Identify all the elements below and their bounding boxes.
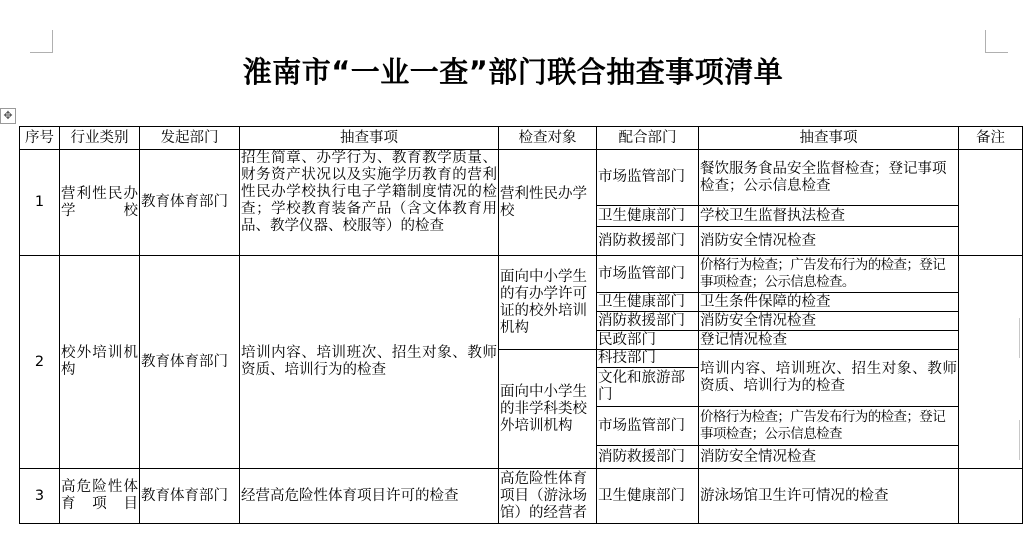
- header-remarks: 备注: [959, 127, 1023, 150]
- cooperating-dept-cell: 文化和旅游部门: [597, 368, 699, 407]
- table-row: [20, 256, 1023, 293]
- remarks-cell: [959, 150, 1023, 256]
- cooperating-item-cell: 消防安全情况检查: [699, 227, 959, 256]
- initiating-dept-cell: 教育体育部门: [140, 469, 240, 524]
- inspection-items-cell: 招生简章、办学行为、教育教学质量、财务资产状况以及实施学历教育的营利性民办学校执行电子学籍制度情况的检查；学校教育装备产品（含文体教育用品、教学仪器、校服等）的检查: [240, 150, 499, 256]
- cooperating-dept-cell: 市场监管部门: [597, 407, 699, 446]
- industry-cell: 营利性民办学校: [60, 150, 140, 256]
- industry-cell: 校外培训机构: [60, 256, 140, 469]
- cooperating-dept-cell: 消防救援部门: [597, 312, 699, 331]
- inspection-object-cell: 面向中小学生的非学科类校外培训机构: [499, 350, 597, 469]
- header-no: 序号: [20, 127, 60, 150]
- cooperating-dept-cell: 消防救援部门: [597, 227, 699, 256]
- row-number: 2: [20, 256, 60, 469]
- cooperating-dept-cell: 消防救援部门: [597, 446, 699, 469]
- cooperating-dept-cell: 卫生健康部门: [597, 293, 699, 312]
- inspection-items-cell: 培训内容、培训班次、招生对象、教师资质、培训行为的检查: [240, 256, 499, 469]
- initiating-dept-cell: 教育体育部门: [140, 150, 240, 256]
- cooperating-dept-cell: 民政部门: [597, 331, 699, 350]
- row-number: 3: [20, 469, 60, 524]
- cooperating-item-cell: 游泳场馆卫生许可情况的检查: [699, 469, 959, 524]
- cooperating-item-cell: 价格行为检查；广告发布行为的检查；登记事项检查；公示信息检查: [699, 407, 959, 446]
- cooperating-dept-cell: 卫生健康部门: [597, 206, 699, 227]
- table-header-row: [20, 127, 1023, 150]
- cooperating-item-cell: 价格行为检查；广告发布行为的检查；登记事项检查；公示信息检查。: [699, 256, 959, 293]
- header-inspection-items: 抽查事项: [240, 127, 499, 150]
- cooperating-item-cell: 消防安全情况检查: [699, 446, 959, 469]
- table-move-handle-icon[interactable]: ✥: [0, 108, 16, 124]
- cooperating-dept-cell: 市场监管部门: [597, 150, 699, 206]
- inspection-items-cell: 经营高危险性体育项目许可的检查: [240, 469, 499, 524]
- document-title: 淮南市“一业一查”部门联合抽查事项清单: [242, 55, 784, 89]
- header-cooperating-dept: 配合部门: [597, 127, 699, 150]
- remarks-cell: [959, 469, 1023, 524]
- inspection-object-cell: 面向中小学生的有办学许可证的校外培训机构: [499, 256, 597, 350]
- header-inspection-object: 检查对象: [499, 127, 597, 150]
- row-number: 1: [20, 150, 60, 256]
- table-row: [20, 469, 1023, 524]
- cooperating-dept-cell: 科技部门: [597, 350, 699, 368]
- cooperating-item-cell: 餐饮服务食品安全监督检查；登记事项检查；公示信息检查: [699, 150, 959, 206]
- header-industry: 行业类别: [60, 127, 140, 150]
- industry-cell: 高危险性体育项目: [60, 469, 140, 524]
- table-row: [20, 150, 1023, 206]
- remarks-cell: [959, 256, 1023, 469]
- cooperating-item-cell: 卫生条件保障的检查: [699, 293, 959, 312]
- header-initiating-dept: 发起部门: [140, 127, 240, 150]
- cooperating-item-cell: 培训内容、培训班次、招生对象、教师资质、培训行为的检查: [699, 350, 959, 407]
- inspection-object-cell: 营利性民办学校: [499, 150, 597, 256]
- cooperating-item-cell: 消防安全情况检查: [699, 312, 959, 331]
- inspection-object-cell: 高危险性体育项目（游泳场馆）的经营者: [499, 469, 597, 524]
- inspection-list-table: [19, 126, 1023, 524]
- cooperating-item-cell: 学校卫生监督执法检查: [699, 206, 959, 227]
- cooperating-item-cell: 登记情况检查: [699, 331, 959, 350]
- initiating-dept-cell: 教育体育部门: [140, 256, 240, 469]
- cooperating-dept-cell: 卫生健康部门: [597, 469, 699, 524]
- header-cooperating-items: 抽查事项: [699, 127, 959, 150]
- cooperating-dept-cell: 市场监管部门: [597, 256, 699, 293]
